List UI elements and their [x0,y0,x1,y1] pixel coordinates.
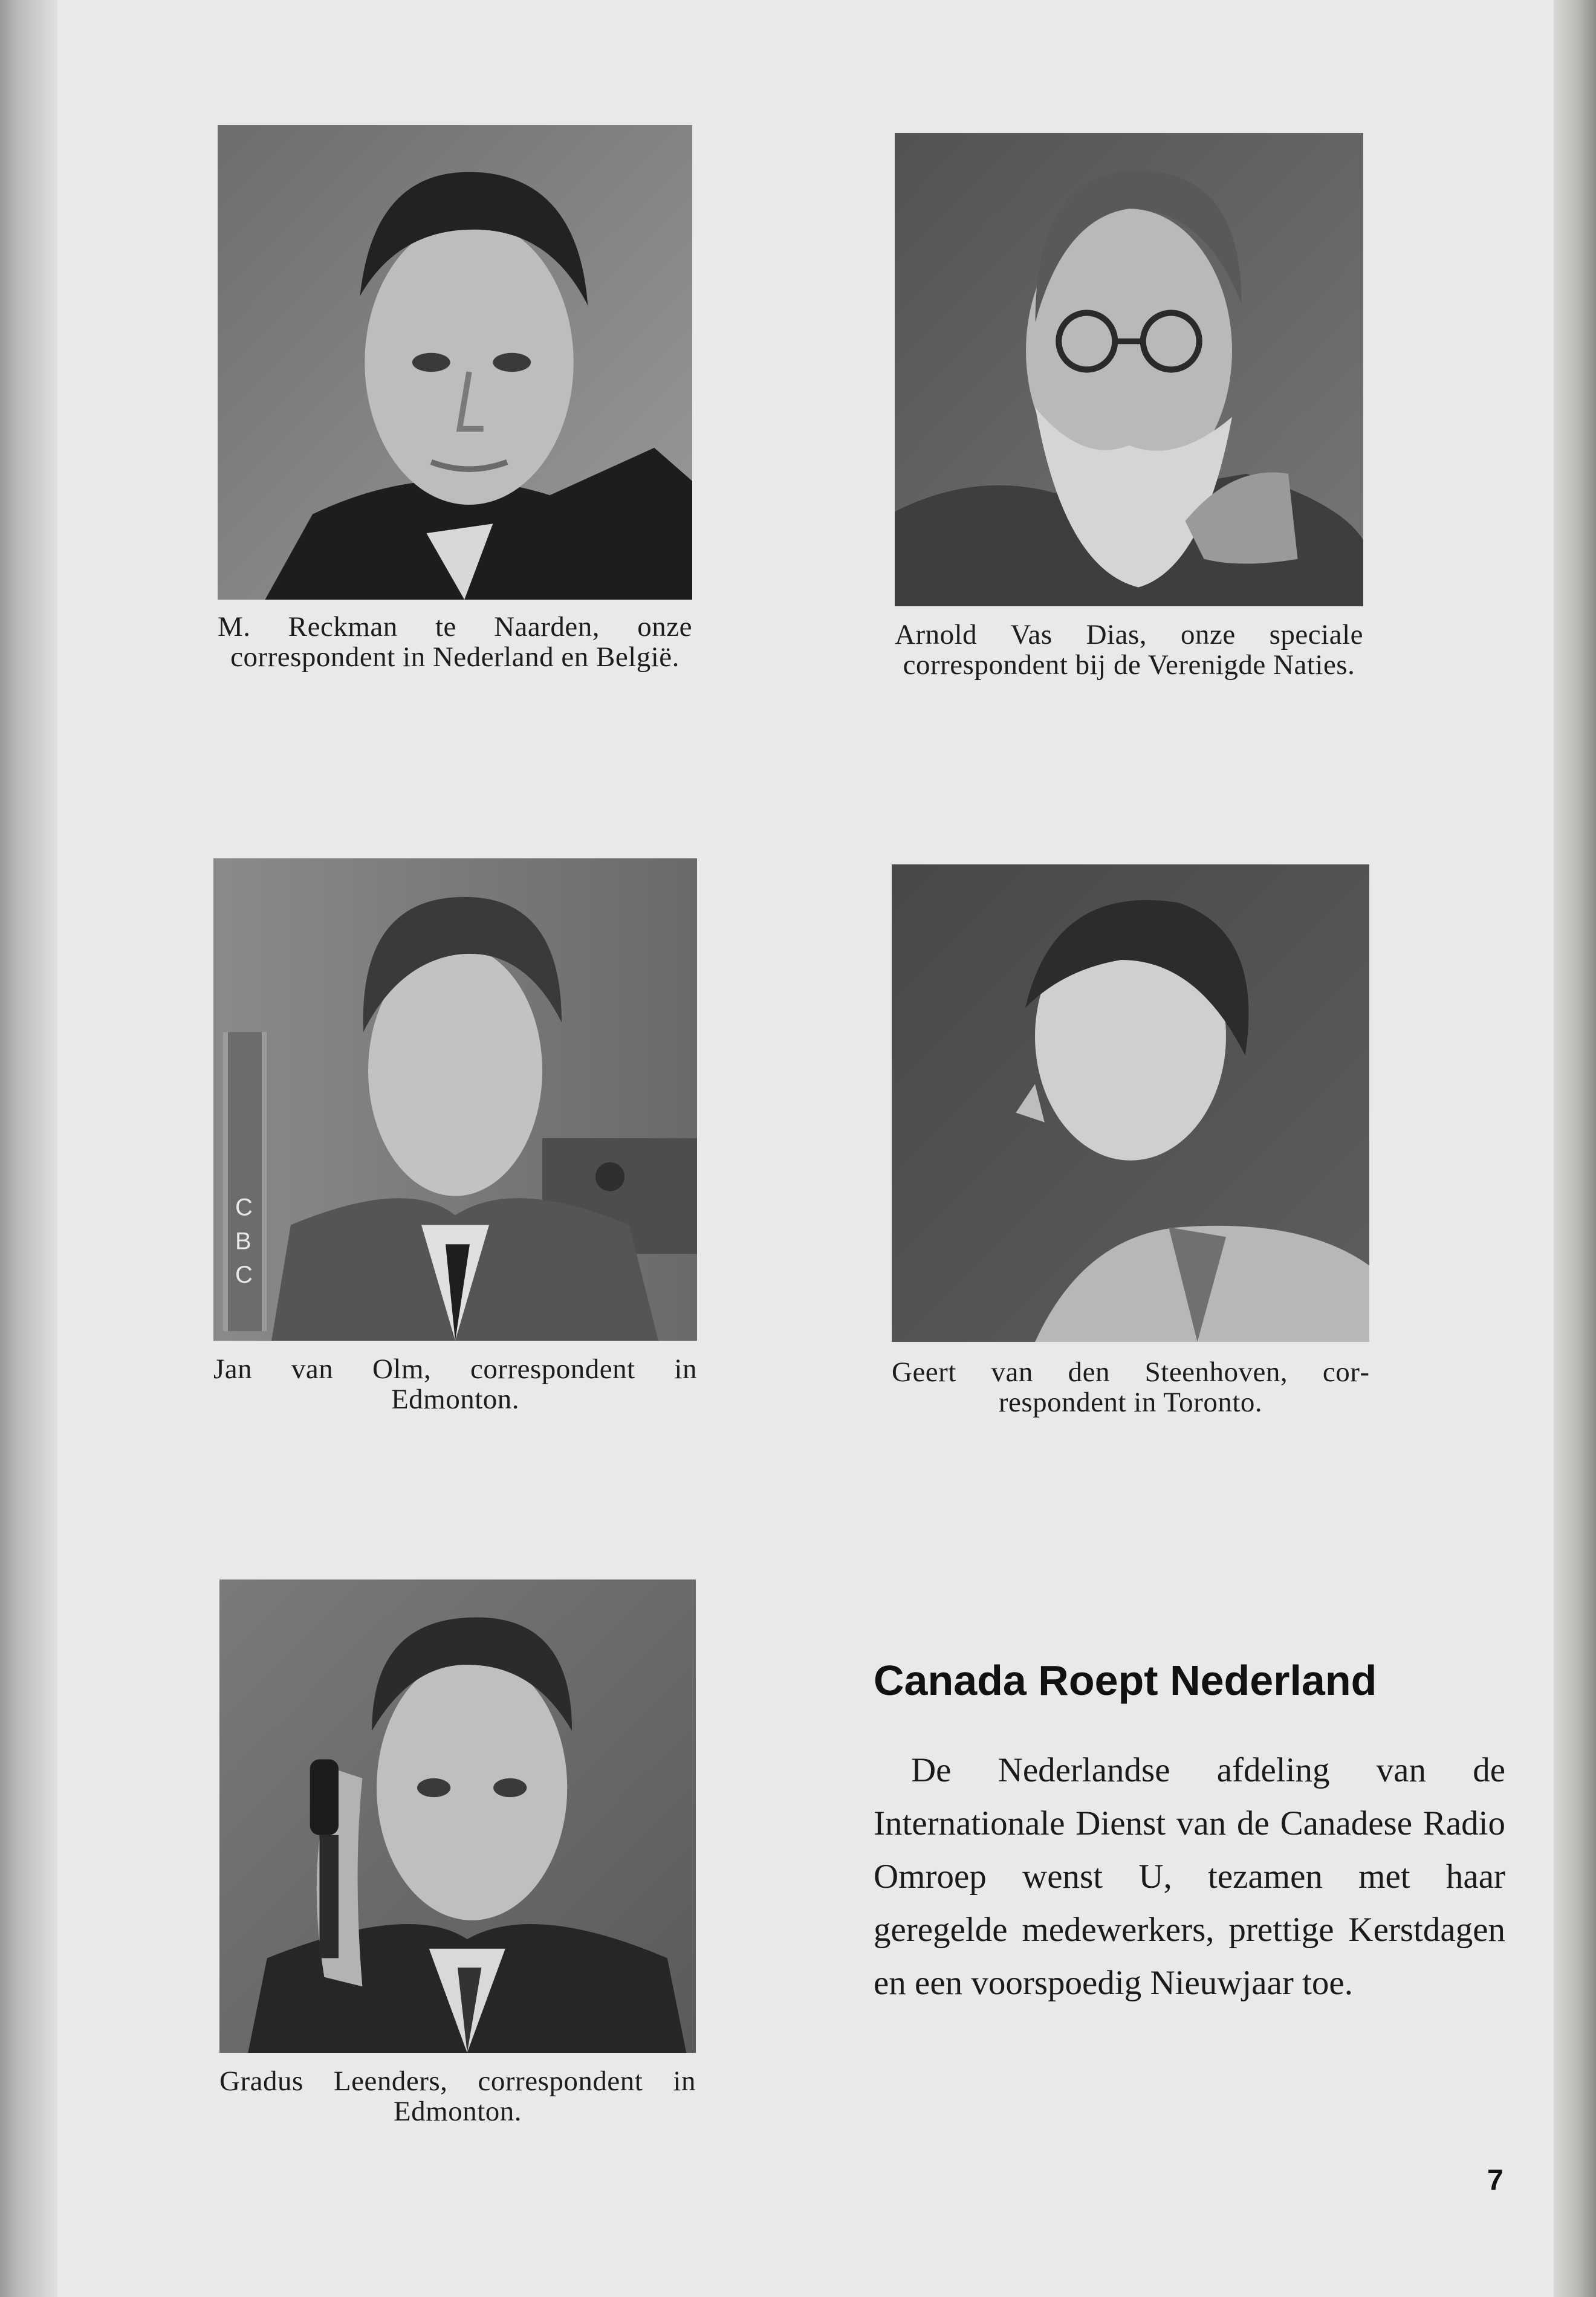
caption-van-den-steenhoven: Geert van den Steenhoven, correspondent in Toronto. [892,1356,1369,1418]
svg-text:B: B [235,1228,251,1255]
portrait-photo-icon [219,1579,696,2053]
portrait-photo-icon [895,133,1363,606]
microphone-label: C [235,1194,253,1221]
portrait-photo-van-olm [213,858,697,1341]
book-spine-shadow [0,0,57,2297]
caption-leenders: Gradus Leenders, correspondent in Edmonton. [219,2065,696,2127]
portrait-photo-icon [218,125,692,600]
portrait-photo-leenders [219,1579,696,2053]
page-number: 7 [1487,2165,1504,2197]
svg-text:C: C [235,1262,253,1289]
portrait-photo-icon [892,864,1369,1342]
portrait-photo-van-den-steenhoven [892,864,1369,1342]
portrait-photo-reckman [218,125,692,600]
page [57,0,1554,2297]
caption-vas-dias: Arnold Vas Dias, onze speciale correspondent bij de Verenigde Naties. [895,619,1363,681]
portrait-photo-icon [213,858,697,1341]
article-body: De Nederlandse afdeling van de Internationale Dienst van de Canadese Radio Omroep wenst U, tezamen met haar geregelde medewerkers, prettige Kerstdagen en een voorspoedig Nieuwjaar toe. [874,1751,1505,2002]
portrait-photo-vas-dias [895,133,1363,606]
caption-van-olm: Jan van Olm, correspondent in Edmonton. [213,1353,697,1415]
caption-reckman: M. Reckman te Naarden, onze correspondent in Nederland en België. [218,611,692,673]
book-page-edges [1554,0,1596,2297]
article-heading: Canada Roept Nederland [874,1657,1377,1704]
